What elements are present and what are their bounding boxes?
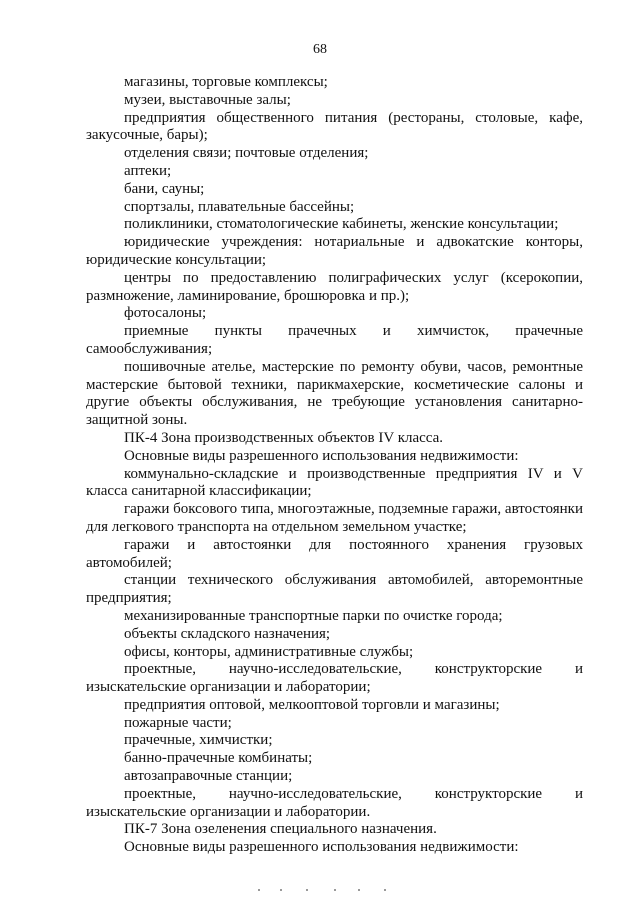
heading-main-uses-2: Основные виды разрешенного использования недвижимости: — [124, 839, 519, 856]
paragraph-printing: центры по предоставлению полиграфических услуг (ксерокопии, размножение, ламинирование, брошюровка и пр.); — [86, 269, 583, 304]
heading-pk7: ПК-7 Зона озеленения специального назначения. — [124, 821, 437, 838]
paragraph-research-1: проектные, научно-исследовательские, конструкторские и изыскательские организации и лаборатории; — [86, 661, 583, 696]
paragraph-post-offices: отделения связи; почтовые отделения; — [124, 145, 369, 162]
paragraph-shops: магазины, торговые комплексы; — [124, 74, 328, 90]
paragraph-workshops: пошивочные ателье, мастерские по ремонту обуви, часов, ремонтные мастерские бытовой техники, парикмахерские, косметические салоны и другие объекты обслуживания, не требующие установления санитарно-защитной зоны. — [86, 358, 583, 429]
paragraph-clinics: поликлиники, стоматологические кабинеты, женские консультации; — [124, 216, 559, 233]
paragraph-cleaning-fleets: механизированные транспортные парки по очистке города; — [124, 607, 503, 624]
paragraph-research-2: проектные, научно-исследовательские, конструкторские и изыскательские организации и лаборатории. — [86, 785, 583, 820]
paragraph-fuel-stations: автозаправочные станции; — [124, 768, 293, 785]
paragraph-garages: гаражи боксового типа, многоэтажные, подземные гаражи, автостоянки для легкового транспорта на отдельном земельном участке; — [86, 501, 583, 535]
paragraph-truck-parking: гаражи и автостоянки для постоянного хранения грузовых автомобилей; — [86, 536, 583, 571]
paragraph-legal: юридические учреждения: нотариальные и адвокатские конторы, юридические консультации; — [86, 234, 583, 268]
scan-footer-marks — [258, 889, 388, 895]
paragraph-museums: музеи, выставочные залы; — [124, 91, 291, 108]
paragraph-saunas: бани, сауны; — [124, 180, 205, 197]
heading-main-uses-1: Основные виды разрешенного использования недвижимости: — [124, 447, 519, 464]
paragraph-service-stations: станции технического обслуживания автомобилей, авторемонтные предприятия; — [86, 572, 583, 607]
heading-pk4: ПК-4 Зона производственных объектов IV класса. — [124, 429, 444, 446]
paragraph-storage: объекты складского назначения; — [124, 625, 331, 642]
paragraph-photo: фотосалоны; — [124, 305, 207, 322]
document-body — [86, 74, 583, 857]
paragraph-dry-cleaning: прачечные, химчистки; — [124, 732, 273, 749]
paragraph-wholesale: предприятия оптовой, мелкооптовой торговли и магазины; — [124, 696, 500, 713]
paragraph-offices: офисы, конторы, административные службы; — [124, 643, 414, 660]
paragraph-bath-laundry: банно-прачечные комбинаты; — [124, 750, 313, 767]
page-number: 68 — [313, 42, 327, 57]
paragraph-laundry-points: приемные пункты прачечных и химчисток, прачечные самообслуживания; — [86, 323, 583, 357]
paragraph-pharmacies: аптеки; — [124, 162, 172, 179]
paragraph-warehouse-enterprises: коммунально-складские и производственные предприятия IV и V класса санитарной классификации; — [86, 465, 583, 500]
paragraph-fire-stations: пожарные части; — [124, 714, 232, 731]
paragraph-catering: предприятия общественного питания (рестораны, столовые, кафе, закусочные, бары); — [86, 109, 583, 144]
paragraph-gyms: спортзалы, плавательные бассейны; — [124, 198, 355, 215]
